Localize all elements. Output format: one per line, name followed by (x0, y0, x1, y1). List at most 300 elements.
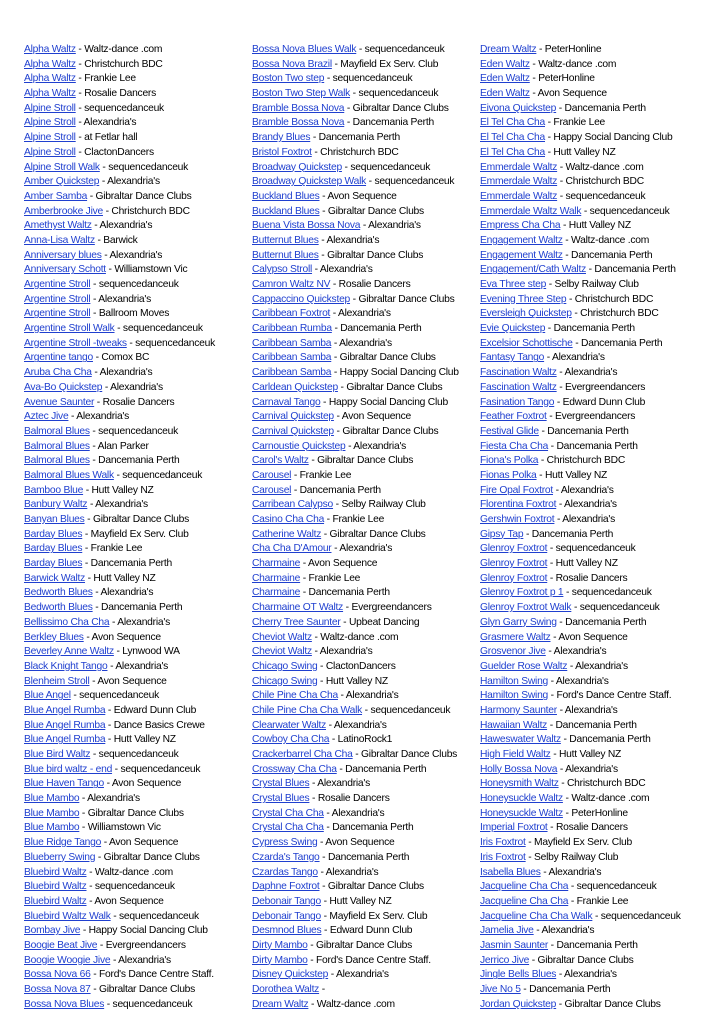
dance-link[interactable]: Blueberry Swing (24, 851, 96, 863)
dance-link[interactable]: Bluebird Waltz (24, 895, 87, 907)
source-label: Waltz-dance .com (320, 631, 399, 643)
dance-link[interactable]: Aruba Cha Cha (24, 367, 92, 379)
source-label: Gibraltar Dance Clubs (316, 939, 413, 951)
dance-link[interactable]: Alpha Waltz (24, 88, 76, 100)
dance-link[interactable]: El Tel Cha Cha (480, 117, 545, 129)
dance-entry (252, 205, 480, 220)
dance-link[interactable]: Caribbean Rumba (252, 323, 332, 335)
dance-link[interactable]: Cowboy Cha Cha (252, 734, 330, 746)
dance-link[interactable]: Festival Glide (480, 425, 539, 437)
dance-entry (252, 704, 480, 719)
separator: - (547, 543, 556, 555)
dance-link[interactable]: High Field Waltz (480, 749, 551, 760)
dance-link[interactable]: Blue Angel Rumba (24, 719, 106, 731)
dance-link[interactable]: Eden Waltz (480, 58, 530, 70)
source-label: Dancemania Perth (327, 851, 410, 863)
dance-link[interactable]: Crystal Blues (252, 778, 310, 790)
dance-link[interactable]: Bossa Nova Blues Walk (252, 44, 357, 55)
dance-link[interactable]: Amber Quickstep (24, 176, 100, 188)
dance-link[interactable]: Bramble Bossa Nova (252, 117, 345, 129)
dance-link[interactable]: Grasmere Waltz (480, 631, 551, 643)
dance-link[interactable]: Bellissimo Cha Cha (24, 616, 110, 628)
dance-link[interactable]: Evie Quickstep (480, 323, 546, 335)
dance-link[interactable]: Holly Bossa Nova (480, 763, 558, 775)
dance-link[interactable]: Engagement Waltz (480, 234, 563, 246)
dance-link[interactable]: Engagement/Cath Waltz (480, 264, 586, 276)
separator: - (324, 514, 333, 525)
dance-link[interactable]: Carnival Quickstep (252, 425, 334, 437)
dance-link[interactable]: Carousel (252, 469, 292, 481)
dance-link[interactable]: Iris Foxtrot (480, 851, 526, 863)
dance-link[interactable]: Buena Vista Bossa Nova (252, 220, 361, 232)
dance-link[interactable]: Bossa Nova 87 (24, 984, 91, 995)
dance-link[interactable]: Calypso Stroll (252, 264, 313, 276)
dance-entry (24, 601, 252, 616)
dance-link[interactable]: Blue Mambo (24, 793, 80, 805)
dance-link[interactable]: Cypress Swing (252, 837, 318, 849)
dance-link[interactable]: Jacqueline Cha Cha Walk (480, 910, 593, 922)
dance-link[interactable]: Jamelia Jive (480, 925, 534, 937)
dance-link[interactable]: Dirty Mambo (252, 939, 308, 951)
dance-link[interactable]: Eden Waltz (480, 73, 530, 85)
dance-link[interactable]: Alpine Stroll (24, 117, 76, 129)
dance-link[interactable]: Jordan Quickstep (480, 998, 557, 1010)
dance-link[interactable]: Amber Samba (24, 190, 88, 202)
dance-link[interactable]: Carnoustie Quickstep (252, 440, 346, 452)
dance-link[interactable]: Glenroy Foxtrot (480, 558, 548, 570)
dance-link[interactable]: Grosvenor Jive (480, 646, 546, 658)
source-label: Happy Social Dancing Club (328, 396, 448, 408)
dance-link[interactable]: Brandy Blues (252, 132, 311, 144)
source-label: Ford's Dance Centre Staff. (316, 954, 431, 966)
separator: - (350, 88, 359, 100)
source-label: Dance Basics Crewe (113, 719, 205, 731)
dance-link[interactable]: Alpha Waltz (24, 73, 76, 85)
dance-link[interactable]: Eden Waltz (480, 88, 530, 100)
dance-link[interactable]: Charmaine (252, 587, 301, 599)
dance-link[interactable]: Avenue Saunter (24, 396, 95, 408)
dance-entry (480, 469, 720, 484)
source-label: Ballroom Moves (98, 308, 170, 320)
source-label: Gibraltar Dance Clubs (103, 851, 200, 863)
dance-link[interactable]: Blue Ridge Tango (24, 837, 102, 849)
dance-link[interactable]: Charmaine OT Waltz (252, 602, 344, 614)
dance-entry (24, 351, 252, 366)
dance-link[interactable]: Balmoral Blues Walk (24, 469, 114, 481)
source-label: Dancemania Perth (529, 984, 611, 995)
source-label: Alexandria's (562, 514, 616, 525)
dance-link[interactable]: Empress Cha Cha (480, 220, 561, 232)
source-label: Hutt Valley NZ (325, 675, 388, 687)
separator: - (75, 58, 85, 70)
dance-link[interactable]: Bedworth Blues (24, 602, 93, 614)
dance-link[interactable]: Argentine Stroll (24, 279, 91, 290)
dance-link[interactable]: Glenroy Foxtrot (480, 543, 548, 555)
dance-link[interactable]: Hamilton Swing (480, 675, 549, 687)
dance-link[interactable]: Debonair Tango (252, 910, 322, 922)
dance-link[interactable]: Gershwin Foxtrot (480, 514, 555, 525)
source-label: PeterHonline (571, 807, 628, 819)
source-label: Gibraltar Dance Clubs (92, 514, 189, 525)
separator: - (319, 881, 328, 893)
dance-link[interactable]: Blue Angel Rumba (24, 704, 106, 716)
separator: - (300, 572, 309, 584)
dance-link[interactable]: Bristol Foxtrot (252, 146, 312, 158)
source-label: Alexandria's (555, 675, 609, 687)
dance-entry (252, 748, 480, 763)
dance-link[interactable]: Barday Blues (24, 558, 83, 570)
dance-link[interactable]: Carnaval Tango (252, 396, 321, 408)
dance-entry (252, 763, 480, 778)
dance-link[interactable]: Chile Pine Cha Cha Walk (252, 704, 363, 716)
dance-link[interactable]: Butternut Blues (252, 234, 319, 246)
separator: - (337, 690, 346, 702)
dance-link[interactable]: Argentine Stroll -tweaks (24, 337, 127, 349)
separator: - (312, 264, 320, 276)
dance-link[interactable]: Anna-Lisa Waltz (24, 234, 95, 246)
dance-link[interactable]: Caribbean Samba (252, 367, 332, 379)
dance-link[interactable]: El Tel Cha Cha (480, 132, 545, 144)
separator: - (562, 807, 572, 819)
dance-entry (252, 263, 480, 278)
dance-link[interactable]: Bamboo Blue (24, 484, 84, 496)
dance-link[interactable]: Anniversary blues (24, 249, 102, 261)
dance-link[interactable]: Desmnod Blues (252, 925, 322, 937)
dance-link[interactable]: Buckland Blues (252, 205, 320, 217)
dance-entry (252, 895, 480, 910)
separator: - (529, 73, 539, 85)
dance-link[interactable]: Barwick Waltz (24, 572, 86, 584)
dance-link[interactable]: Dream Waltz (480, 44, 537, 55)
dance-link[interactable]: Bossa Nova Blues (24, 998, 105, 1010)
separator: - (90, 969, 99, 981)
source-label: Christchurch BDC (546, 455, 626, 467)
dance-link[interactable]: Anniversary Schott (24, 264, 106, 276)
dance-link[interactable]: Bluebird Waltz (24, 866, 87, 878)
dance-link[interactable]: Boogie Beat Jive (24, 939, 98, 951)
dance-link[interactable]: Hamilton Swing (480, 690, 549, 702)
separator: - (90, 749, 99, 760)
dance-link[interactable]: Berkley Blues (24, 631, 84, 643)
dance-link[interactable]: Caribbean Samba (252, 337, 332, 349)
source-label: Alexandria's (345, 690, 399, 702)
dance-entry (252, 557, 480, 572)
dance-link[interactable]: Bombay Jive (24, 925, 81, 937)
separator: - (105, 264, 115, 276)
dance-link[interactable]: Barday Blues (24, 543, 83, 555)
source-label: Hutt Valley NZ (93, 572, 156, 584)
dance-link[interactable]: Blue Mambo (24, 807, 80, 819)
separator: - (562, 793, 572, 805)
dance-link[interactable]: Engagement Waltz (480, 249, 563, 261)
source-label: Alexandria's (339, 337, 392, 349)
dance-link[interactable]: Jive No 5 (480, 984, 521, 995)
source-label: Alexandria's (107, 176, 160, 188)
dance-link[interactable]: Cheviot Waltz (252, 631, 312, 643)
dance-link[interactable]: Glyn Garry Swing (480, 616, 557, 628)
separator: - (91, 220, 100, 232)
source-label: sequencedanceuk (119, 910, 199, 922)
dance-link[interactable]: Blue Angel Rumba (24, 734, 106, 746)
dance-link[interactable]: Blue Angel (24, 690, 71, 702)
dance-link[interactable]: Emmerdale Waltz (480, 190, 558, 202)
dance-link[interactable]: Barday Blues (24, 528, 83, 540)
source-label: Alexandria's (83, 117, 137, 129)
source-label: Rosalie Dancers (317, 793, 390, 805)
dance-entry (480, 72, 720, 87)
source-label: Ford's Dance Centre Staff. (556, 690, 672, 702)
dance-link[interactable]: Argentine Stroll (24, 308, 91, 320)
source-label: Edward Dunn Club (113, 704, 197, 716)
source-label: at Fetlar hall (84, 132, 138, 144)
dance-link[interactable]: Balmoral Blues (24, 455, 90, 467)
dance-entry (480, 704, 720, 719)
dance-link[interactable]: Feather Foxtrot (480, 411, 547, 423)
dance-link[interactable]: Crackerbarrel Cha Cha (252, 749, 353, 760)
dance-link[interactable]: Eva Three step (480, 279, 547, 290)
dance-entry (480, 836, 720, 851)
dance-link[interactable]: Balmoral Blues (24, 440, 90, 452)
source-label: Alexandria's (117, 616, 170, 628)
dance-link[interactable]: Fire Opal Foxtrot (480, 484, 553, 496)
dance-entry (24, 381, 252, 396)
dance-link[interactable]: Dirty Mambo (252, 954, 308, 966)
dance-link[interactable]: Blenheim Stroll (24, 675, 90, 687)
dance-link[interactable]: Honeysuckle Waltz (480, 807, 563, 819)
dance-link[interactable]: Imperial Foxtrot (480, 822, 548, 834)
dance-link[interactable]: Bramble Bossa Nova (252, 102, 345, 114)
source-label: Alexandria's (575, 660, 628, 672)
separator: - (84, 514, 93, 525)
dance-link[interactable]: Chile Pine Cha Cha (252, 690, 338, 702)
dance-link[interactable]: Fasination Tango (480, 396, 555, 408)
dance-link[interactable]: Alpha Waltz (24, 58, 76, 70)
dance-link[interactable]: Crystal Blues (252, 793, 310, 805)
dance-link[interactable]: Jerrico Jive (480, 954, 530, 966)
dance-link[interactable]: Haweswater Waltz (480, 734, 561, 746)
dance-link[interactable]: Hawaiian Waltz (480, 719, 548, 731)
separator: - (317, 866, 326, 878)
dance-link[interactable]: Jingle Bells Blues (480, 969, 557, 981)
separator: - (94, 234, 104, 246)
dance-link[interactable]: Blue bird waltz - end (24, 763, 113, 775)
dance-link[interactable]: Iris Foxtrot (480, 837, 526, 849)
source-label: Rosalie Dancers (555, 572, 628, 584)
dance-link[interactable]: Broadway Quickstep Walk (252, 176, 367, 188)
source-label: Gibraltar Dance Clubs (327, 205, 424, 217)
separator: - (330, 279, 339, 290)
dance-link[interactable]: Blue Mambo (24, 822, 80, 834)
separator: - (68, 411, 77, 423)
source-label: Evergreendancers (565, 381, 646, 393)
dance-link[interactable]: Alpha Waltz (24, 44, 76, 55)
dance-entry (480, 366, 720, 381)
dance-link[interactable]: Charmaine (252, 572, 301, 584)
separator: - (529, 954, 538, 966)
dance-entry (24, 660, 252, 675)
dance-link[interactable]: Carousel (252, 484, 292, 496)
dance-link[interactable]: Beverley Anne Waltz (24, 646, 114, 658)
dance-link[interactable]: Cappaccino Quickstep (252, 293, 351, 305)
dance-entry (252, 87, 480, 102)
dance-link[interactable]: Emmerdale Waltz Walk (480, 205, 582, 217)
separator: - (556, 704, 565, 716)
dance-link[interactable]: Debonair Tango (252, 895, 322, 907)
dance-link[interactable]: Bossa Nova Brazil (252, 58, 332, 70)
dance-link[interactable]: Dream Waltz (252, 998, 309, 1010)
dance-link[interactable]: Fascination Waltz (480, 381, 557, 393)
separator: - (546, 279, 555, 290)
dance-link[interactable]: Jacqueline Cha Cha (480, 895, 569, 907)
dance-link[interactable]: Banyan Blues (24, 514, 85, 525)
dance-link[interactable]: Ava-Bo Quickstep (24, 381, 103, 393)
dance-link[interactable]: Carol's Waltz (252, 455, 309, 467)
dance-link[interactable]: Blue Bird Waltz (24, 749, 91, 760)
dance-link[interactable]: Black Knight Tango (24, 660, 108, 672)
dance-link[interactable]: Crystal Cha Cha (252, 807, 324, 819)
dance-link[interactable]: Caribbean Samba (252, 352, 332, 364)
dance-link[interactable]: Isabella Blues (480, 866, 541, 878)
separator: - (102, 205, 112, 217)
dance-entry (480, 440, 720, 455)
dance-link[interactable]: Czardas Tango (252, 866, 318, 878)
dance-link[interactable]: Harmony Saunter (480, 704, 557, 716)
source-label: Mayfield Ex Serv. Club (534, 837, 632, 849)
source-label: Dancemania Perth (569, 734, 651, 746)
dance-link[interactable]: Bluebird Waltz Walk (24, 910, 111, 922)
dance-link[interactable]: Aztec Jive (24, 411, 69, 423)
dance-link[interactable]: Buckland Blues (252, 190, 320, 202)
dance-link[interactable]: Catherine Waltz (252, 528, 322, 540)
source-label: sequencedanceuk (135, 337, 215, 349)
separator: - (336, 763, 346, 775)
dance-link[interactable]: Butternut Blues (252, 249, 319, 261)
dance-link[interactable]: Bluebird Waltz (24, 881, 87, 893)
dance-entry (252, 307, 480, 322)
dance-link[interactable]: Fiesta Cha Cha (480, 440, 549, 452)
dance-link[interactable]: Jacqueline Cha Cha (480, 881, 569, 893)
dance-link[interactable]: Glenroy Foxtrot (480, 572, 548, 584)
dance-link[interactable]: Bedworth Blues (24, 587, 93, 599)
dance-link[interactable]: Cheviot Waltz (252, 646, 312, 658)
separator: - (291, 484, 300, 496)
dance-link[interactable]: Florentina Foxtrot (480, 499, 557, 511)
dance-entry (480, 763, 720, 778)
source-label: Frankie Lee (576, 895, 629, 907)
separator: - (105, 704, 114, 716)
dance-link[interactable]: Carldean Quickstep (252, 381, 338, 393)
dance-entry (480, 528, 720, 543)
dance-entry (252, 293, 480, 308)
dance-link[interactable]: Alpine Stroll (24, 146, 76, 158)
source-label: Dancemania Perth (594, 264, 676, 276)
dance-link[interactable]: Disney Quickstep (252, 969, 329, 981)
dance-link[interactable]: Carnival Quickstep (252, 411, 334, 423)
dance-link[interactable]: Clearwater Waltz (252, 719, 327, 731)
separator: - (523, 528, 532, 540)
dance-link[interactable]: Camron Waltz NV (252, 279, 331, 290)
dance-link[interactable]: Amberbrooke Jive (24, 205, 103, 217)
dance-link[interactable]: Alpine Stroll (24, 102, 76, 114)
dance-link[interactable]: Argentine Stroll (24, 293, 91, 305)
dance-link[interactable]: Bossa Nova 66 (24, 969, 91, 981)
dance-link[interactable]: Honeysuckle Waltz (480, 793, 563, 805)
dance-link[interactable]: Czarda's Tango (252, 851, 320, 863)
separator: - (92, 352, 102, 364)
dance-link[interactable]: Emmerdale Waltz (480, 161, 558, 173)
dance-link[interactable]: Alpine Stroll Walk (24, 161, 100, 173)
dance-link[interactable]: Honeysmith Waltz (480, 778, 559, 790)
dance-link[interactable]: Guelder Rose Waltz (480, 660, 568, 672)
source-label: ClactonDancers (84, 146, 154, 158)
dance-link[interactable]: Blue Haven Tango (24, 778, 104, 790)
dance-link[interactable]: Alpine Stroll (24, 132, 76, 144)
separator: - (95, 851, 104, 863)
dance-entry (252, 821, 480, 836)
source-label: Alexandria's (115, 660, 169, 672)
dance-link[interactable]: Casino Cha Cha (252, 514, 325, 525)
dance-link[interactable]: Banbury Waltz (24, 499, 88, 511)
dance-link[interactable]: Eversleigh Quickstep (480, 308, 572, 320)
dance-link[interactable]: Fiona's Polka (480, 455, 539, 467)
dance-link[interactable]: Crossway Cha Cha (252, 763, 337, 775)
dance-link[interactable]: Excelsior Schottische (480, 337, 573, 349)
dance-link[interactable]: Dorothea Waltz (252, 984, 320, 995)
dance-link[interactable]: Caribbean Foxtrot (252, 308, 331, 320)
dance-link[interactable]: Daphne Foxtrot (252, 881, 320, 893)
dance-link[interactable]: Evening Three Step (480, 293, 567, 305)
dance-link[interactable]: Eivona Quickstep (480, 102, 557, 114)
dance-entry (24, 307, 252, 322)
separator: - (560, 734, 570, 746)
dance-link[interactable]: Charmaine (252, 558, 301, 570)
separator: - (548, 939, 557, 951)
separator: - (318, 234, 327, 246)
dance-entry (252, 719, 480, 734)
dance-link[interactable]: Cherry Tree Saunter (252, 616, 341, 628)
dance-link[interactable]: Chicago Swing (252, 660, 318, 672)
dance-link[interactable]: Argentine Stroll Walk (24, 323, 115, 335)
dance-link[interactable]: Emmerdale Waltz (480, 176, 558, 188)
separator: - (547, 558, 556, 570)
dance-link[interactable]: Fionas Polka (480, 469, 537, 481)
dance-entry (24, 322, 252, 337)
dance-link[interactable]: El Tel Cha Cha (480, 146, 545, 158)
dance-link[interactable]: Balmoral Blues (24, 425, 90, 437)
dance-link[interactable]: Chicago Swing (252, 675, 318, 687)
separator: - (360, 220, 369, 232)
dance-link[interactable]: Glenroy Foxtrot p 1 (480, 587, 564, 599)
dance-link[interactable]: Glenroy Foxtrot Walk (480, 602, 572, 614)
dance-link[interactable]: Crystal Cha Cha (252, 822, 324, 834)
dance-link[interactable]: Carribean Calypso (252, 499, 334, 511)
dance-link[interactable]: Argentine tango (24, 352, 93, 364)
dance-link[interactable]: Gipsy Tap (480, 528, 524, 540)
dance-link[interactable]: Fantasy Tango (480, 352, 545, 364)
dance-link[interactable]: Boston Two Step Walk (252, 88, 351, 100)
separator: - (75, 88, 85, 100)
dance-link[interactable]: Boston Two step (252, 73, 325, 85)
separator: - (340, 616, 349, 628)
dance-link[interactable]: Boogie Woogie Jive (24, 954, 111, 966)
dance-link[interactable]: Jasmin Saunter (480, 939, 549, 951)
dance-link[interactable]: Fascination Waltz (480, 367, 557, 379)
dance-link[interactable]: Cha Cha D'Amour (252, 543, 332, 555)
dance-link[interactable]: Broadway Quickstep (252, 161, 342, 173)
dance-link[interactable]: Amethyst Waltz (24, 220, 92, 232)
source-label: sequencedanceuk (370, 704, 451, 716)
separator: - (538, 455, 547, 467)
